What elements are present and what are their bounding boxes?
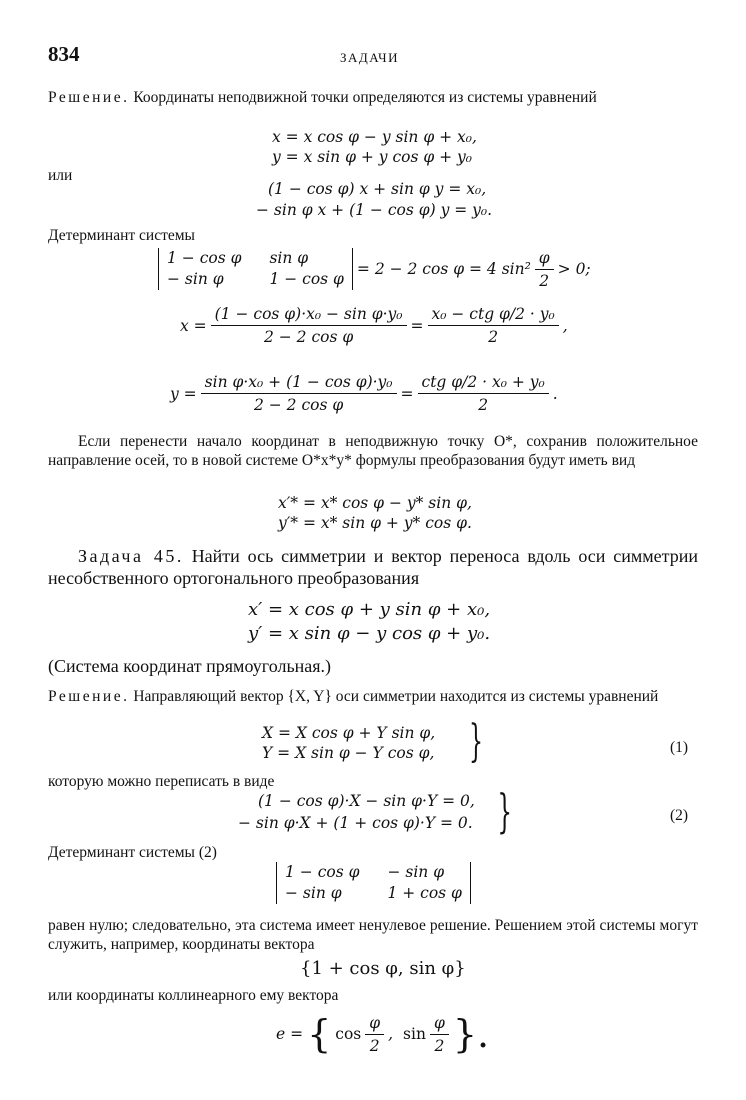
frac-den: 2 − 2 cos φ (253, 396, 344, 414)
e-vector-expression (276, 1012, 489, 1056)
system1-tag: (1) (670, 739, 689, 756)
solution1-intro (48, 88, 698, 107)
det-cell: − sin φ (167, 270, 224, 288)
det-cell: − sin φ (387, 863, 445, 881)
x-lhs: x = (180, 316, 207, 335)
determinant-matrix (158, 248, 353, 290)
x-formula (180, 305, 568, 346)
problem-45-label: Задача 45. (78, 546, 184, 566)
equation-fixed-point-x: x = x cos φ − y sin φ + x₀, (272, 128, 477, 146)
system2-eq2: − sin φ·X + (1 + cos φ)·Y = 0. (238, 814, 473, 832)
problem-45 (48, 545, 698, 589)
frac-num: sin φ·x₀ + (1 − cos φ)·y₀ (201, 373, 397, 394)
y-formula (170, 373, 558, 414)
frac-num: φ (365, 1014, 384, 1035)
equation-fixed-point-y: y = x sin φ + y cos φ + y₀ (272, 148, 473, 166)
frac-num: (1 − cos φ)·x₀ − sin φ·y₀ (211, 305, 407, 326)
solution1-label: Решение. (48, 89, 130, 106)
running-title: ЗАДАЧИ (340, 50, 400, 65)
det-cell: 1 − cos φ (285, 863, 360, 881)
x-tail: , (562, 316, 568, 335)
solution2-intro (48, 687, 698, 706)
e-open-brace: { (307, 1012, 332, 1056)
transfer-paragraph: Если перенести начало координат в неподвижную точку O*, сохранив положительное направление осей, то в новой системе O*x*y* формулы преобразования будут иметь вид (48, 433, 698, 469)
rewrite-text: которую можно переписать в виде (48, 773, 275, 790)
equation-linear-2: − sin φ x + (1 − cos φ) y = y₀. (256, 201, 493, 219)
det-fraction (535, 249, 554, 290)
frac-den: 2 − 2 cos φ (263, 328, 354, 346)
e-lhs: e = (276, 1025, 304, 1043)
determinant2-matrix (276, 862, 471, 904)
e-fraction-sin (430, 1014, 449, 1055)
det-cell: 1 + cos φ (387, 884, 462, 902)
system2-eq1: (1 − cos φ)·X − sin φ·Y = 0, (258, 792, 475, 810)
e-comma: , (388, 1025, 394, 1043)
determinant-label: Детерминант системы (48, 227, 195, 244)
frac-den: 2 (369, 1036, 380, 1055)
or-word: или (48, 167, 73, 184)
system1-eq1: X = X cos φ + Y sin φ, (262, 724, 436, 742)
equation-new-y: y′* = x* sin φ + y* cos φ. (278, 514, 472, 532)
problem-equation-x: x′ = x cos φ + y sin φ + x₀, (248, 599, 491, 620)
frac-num: φ (430, 1014, 449, 1035)
page-number: 834 (48, 42, 80, 66)
x-fraction-1 (211, 305, 407, 346)
solution2-label: Решение. (48, 688, 130, 705)
det-cell: 1 − cos φ (167, 249, 242, 267)
x-fraction-2 (428, 305, 559, 346)
y-fraction-2 (418, 373, 549, 414)
y-tail: . (552, 384, 558, 403)
y-equals: = (400, 384, 414, 403)
zero-paragraph: равен нулю; следовательно, эта система имеет ненулевое решение. Решением этой системы могут служить, например, координаты вектора (48, 917, 698, 953)
equation-linear-1: (1 − cos φ) x + sin φ y = x₀, (268, 180, 487, 198)
e-sin: sin (403, 1025, 426, 1043)
e-close-brace: }. (452, 1012, 490, 1056)
det-cell: − sin φ (285, 884, 342, 902)
collinear-text: или координаты коллинеарного ему вектора (48, 987, 339, 1004)
problem-45-text: Найти ось симметрии и вектор переноса вдоль оси симметрии несобственного ортогонального преобразования (48, 546, 699, 588)
system1-brace-icon: } (469, 716, 483, 767)
determinant2-label: Детерминант системы (2) (48, 844, 217, 861)
frac-num: φ (535, 249, 554, 270)
frac-den: 2 (478, 396, 489, 414)
x-equals: = (410, 316, 424, 335)
e-cos: cos (335, 1025, 362, 1043)
vector-expression: {1 + cos φ, sin φ} (300, 958, 466, 979)
problem-equation-y: y′ = x sin φ − y cos φ + y₀. (248, 623, 491, 644)
det-cell: 1 − cos φ (269, 270, 344, 288)
y-lhs: y = (170, 384, 197, 403)
system1-eq2: Y = X sin φ − Y cos φ, (262, 744, 435, 762)
frac-den: 2 (488, 328, 499, 346)
det-cell: sin φ (269, 249, 309, 267)
e-fraction-cos (365, 1014, 384, 1055)
frac-num: x₀ − ctg φ/2 · y₀ (428, 305, 559, 326)
determinant2-expression (276, 862, 471, 904)
solution1-intro-text: Координаты неподвижной точки определяются из системы уравнений (133, 89, 597, 106)
frac-den: 2 (539, 271, 550, 290)
system2-tag: (2) (670, 807, 689, 824)
frac-den: 2 (434, 1036, 445, 1055)
frac-num: ctg φ/2 · x₀ + y₀ (418, 373, 549, 394)
y-fraction-1 (201, 373, 397, 414)
det-result: = 2 − 2 cos φ = 4 sin² (356, 260, 531, 278)
coordinate-note: (Система координат прямоугольная.) (48, 656, 332, 676)
solution2-intro-text: Направляющий вектор {X, Y} оси симметрии находится из системы уравнений (133, 688, 659, 705)
system2-brace-icon: } (497, 784, 512, 838)
equation-new-x: x′* = x* cos φ − y* sin φ, (278, 494, 472, 512)
det-tail: > 0; (557, 260, 591, 278)
determinant-expression (158, 248, 591, 290)
